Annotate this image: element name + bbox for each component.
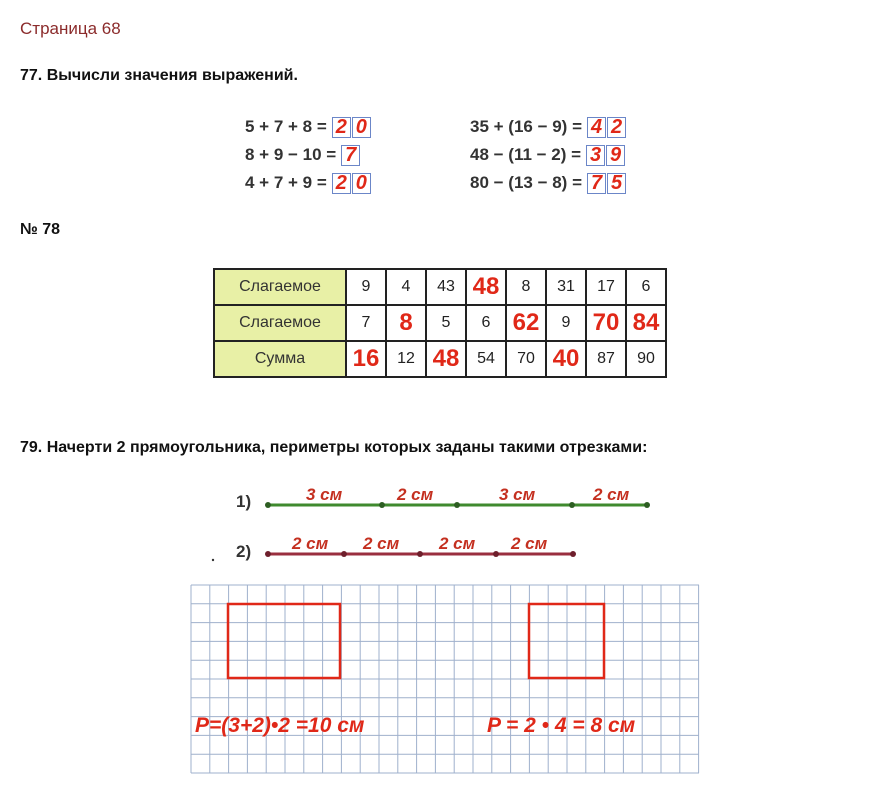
segment-point — [570, 551, 576, 557]
answer-digit: 0 — [352, 117, 371, 138]
expression-text: 80 − (13 − 8) = — [470, 173, 582, 192]
segment-part-label: 2 см — [593, 485, 630, 504]
segment-part-label: 3 см — [306, 485, 343, 504]
table-cell: 5 — [426, 305, 466, 341]
expression-text: 5 + 7 + 8 = — [245, 117, 327, 136]
segment-point — [569, 502, 575, 508]
segment-part-label: 2 см — [511, 534, 548, 553]
table-cell: 17 — [586, 269, 626, 305]
stray-dot — [212, 559, 214, 561]
table-cell: 43 — [426, 269, 466, 305]
answer-digit: 4 — [587, 117, 606, 138]
segment-point — [265, 551, 271, 557]
expression-text: 8 + 9 − 10 = — [245, 145, 337, 164]
answer-digit: 9 — [606, 145, 625, 166]
segment-part-label: 2 см — [292, 534, 329, 553]
answer-digit: 3 — [586, 145, 605, 166]
answer-digit: 0 — [352, 173, 371, 194]
segment-part-label: 2 см — [439, 534, 476, 553]
table-cell: 6 — [626, 269, 666, 305]
segment-part-label: 2 см — [397, 485, 434, 504]
answer-cell: 84 — [626, 305, 666, 341]
segment-point — [493, 551, 499, 557]
table-cell: 12 — [386, 341, 426, 377]
table-cell: 54 — [466, 341, 506, 377]
table-cell: 9 — [346, 269, 386, 305]
segment-point — [265, 502, 271, 508]
answer-digit: 2 — [332, 117, 351, 138]
table-cell: 9 — [546, 305, 586, 341]
task-77-title: 77. Вычисли значения выражений. — [20, 67, 298, 84]
perimeter-1-formula: P=(3+2)•2 =10 см — [195, 714, 365, 737]
task-79-title: 79. Начерти 2 прямоугольника, периметры которых заданы такими отрезками: — [20, 439, 648, 456]
answer-cell: 48 — [426, 341, 466, 377]
answer-digit: 2 — [332, 173, 351, 194]
answer-cell: 70 — [586, 305, 626, 341]
table-cell: 7 — [346, 305, 386, 341]
segment-point — [454, 502, 460, 508]
answer-digit: 5 — [607, 173, 626, 194]
segment-part-label: 3 см — [499, 485, 536, 504]
expression-text: 35 + (16 − 9) = — [470, 117, 582, 136]
table-cell: 70 — [506, 341, 546, 377]
segment-point — [341, 551, 347, 557]
expression-text: 4 + 7 + 9 = — [245, 173, 327, 192]
page-title: Страница 68 — [20, 19, 121, 38]
table-cell: 4 — [386, 269, 426, 305]
segment-point — [417, 551, 423, 557]
segment-1-label: 1) — [236, 492, 252, 511]
segment-part-label: 2 см — [363, 534, 400, 553]
table-cell: 8 — [506, 269, 546, 305]
table-cell: 87 — [586, 341, 626, 377]
segment-point — [644, 502, 650, 508]
table-cell: 6 — [466, 305, 506, 341]
expression-text: 48 − (11 − 2) = — [470, 145, 582, 164]
task-78-title: № 78 — [20, 221, 61, 238]
answer-cell: 62 — [506, 305, 546, 341]
row-label: Слагаемое — [214, 305, 346, 341]
answer-cell: 48 — [466, 269, 506, 305]
answer-cell: 40 — [546, 341, 586, 377]
segment-2-label: 2) — [236, 542, 252, 561]
perimeter-2-formula: P = 2 • 4 = 8 см — [487, 714, 636, 737]
answer-digit: 7 — [587, 173, 606, 194]
answer-digit: 2 — [607, 117, 626, 138]
row-label: Сумма — [214, 341, 346, 377]
answer-digit: 7 — [341, 145, 360, 166]
segment-point — [379, 502, 385, 508]
row-label: Слагаемое — [214, 269, 346, 305]
answer-cell: 16 — [346, 341, 386, 377]
table-cell: 31 — [546, 269, 586, 305]
table-cell: 90 — [626, 341, 666, 377]
answer-cell: 8 — [386, 305, 426, 341]
